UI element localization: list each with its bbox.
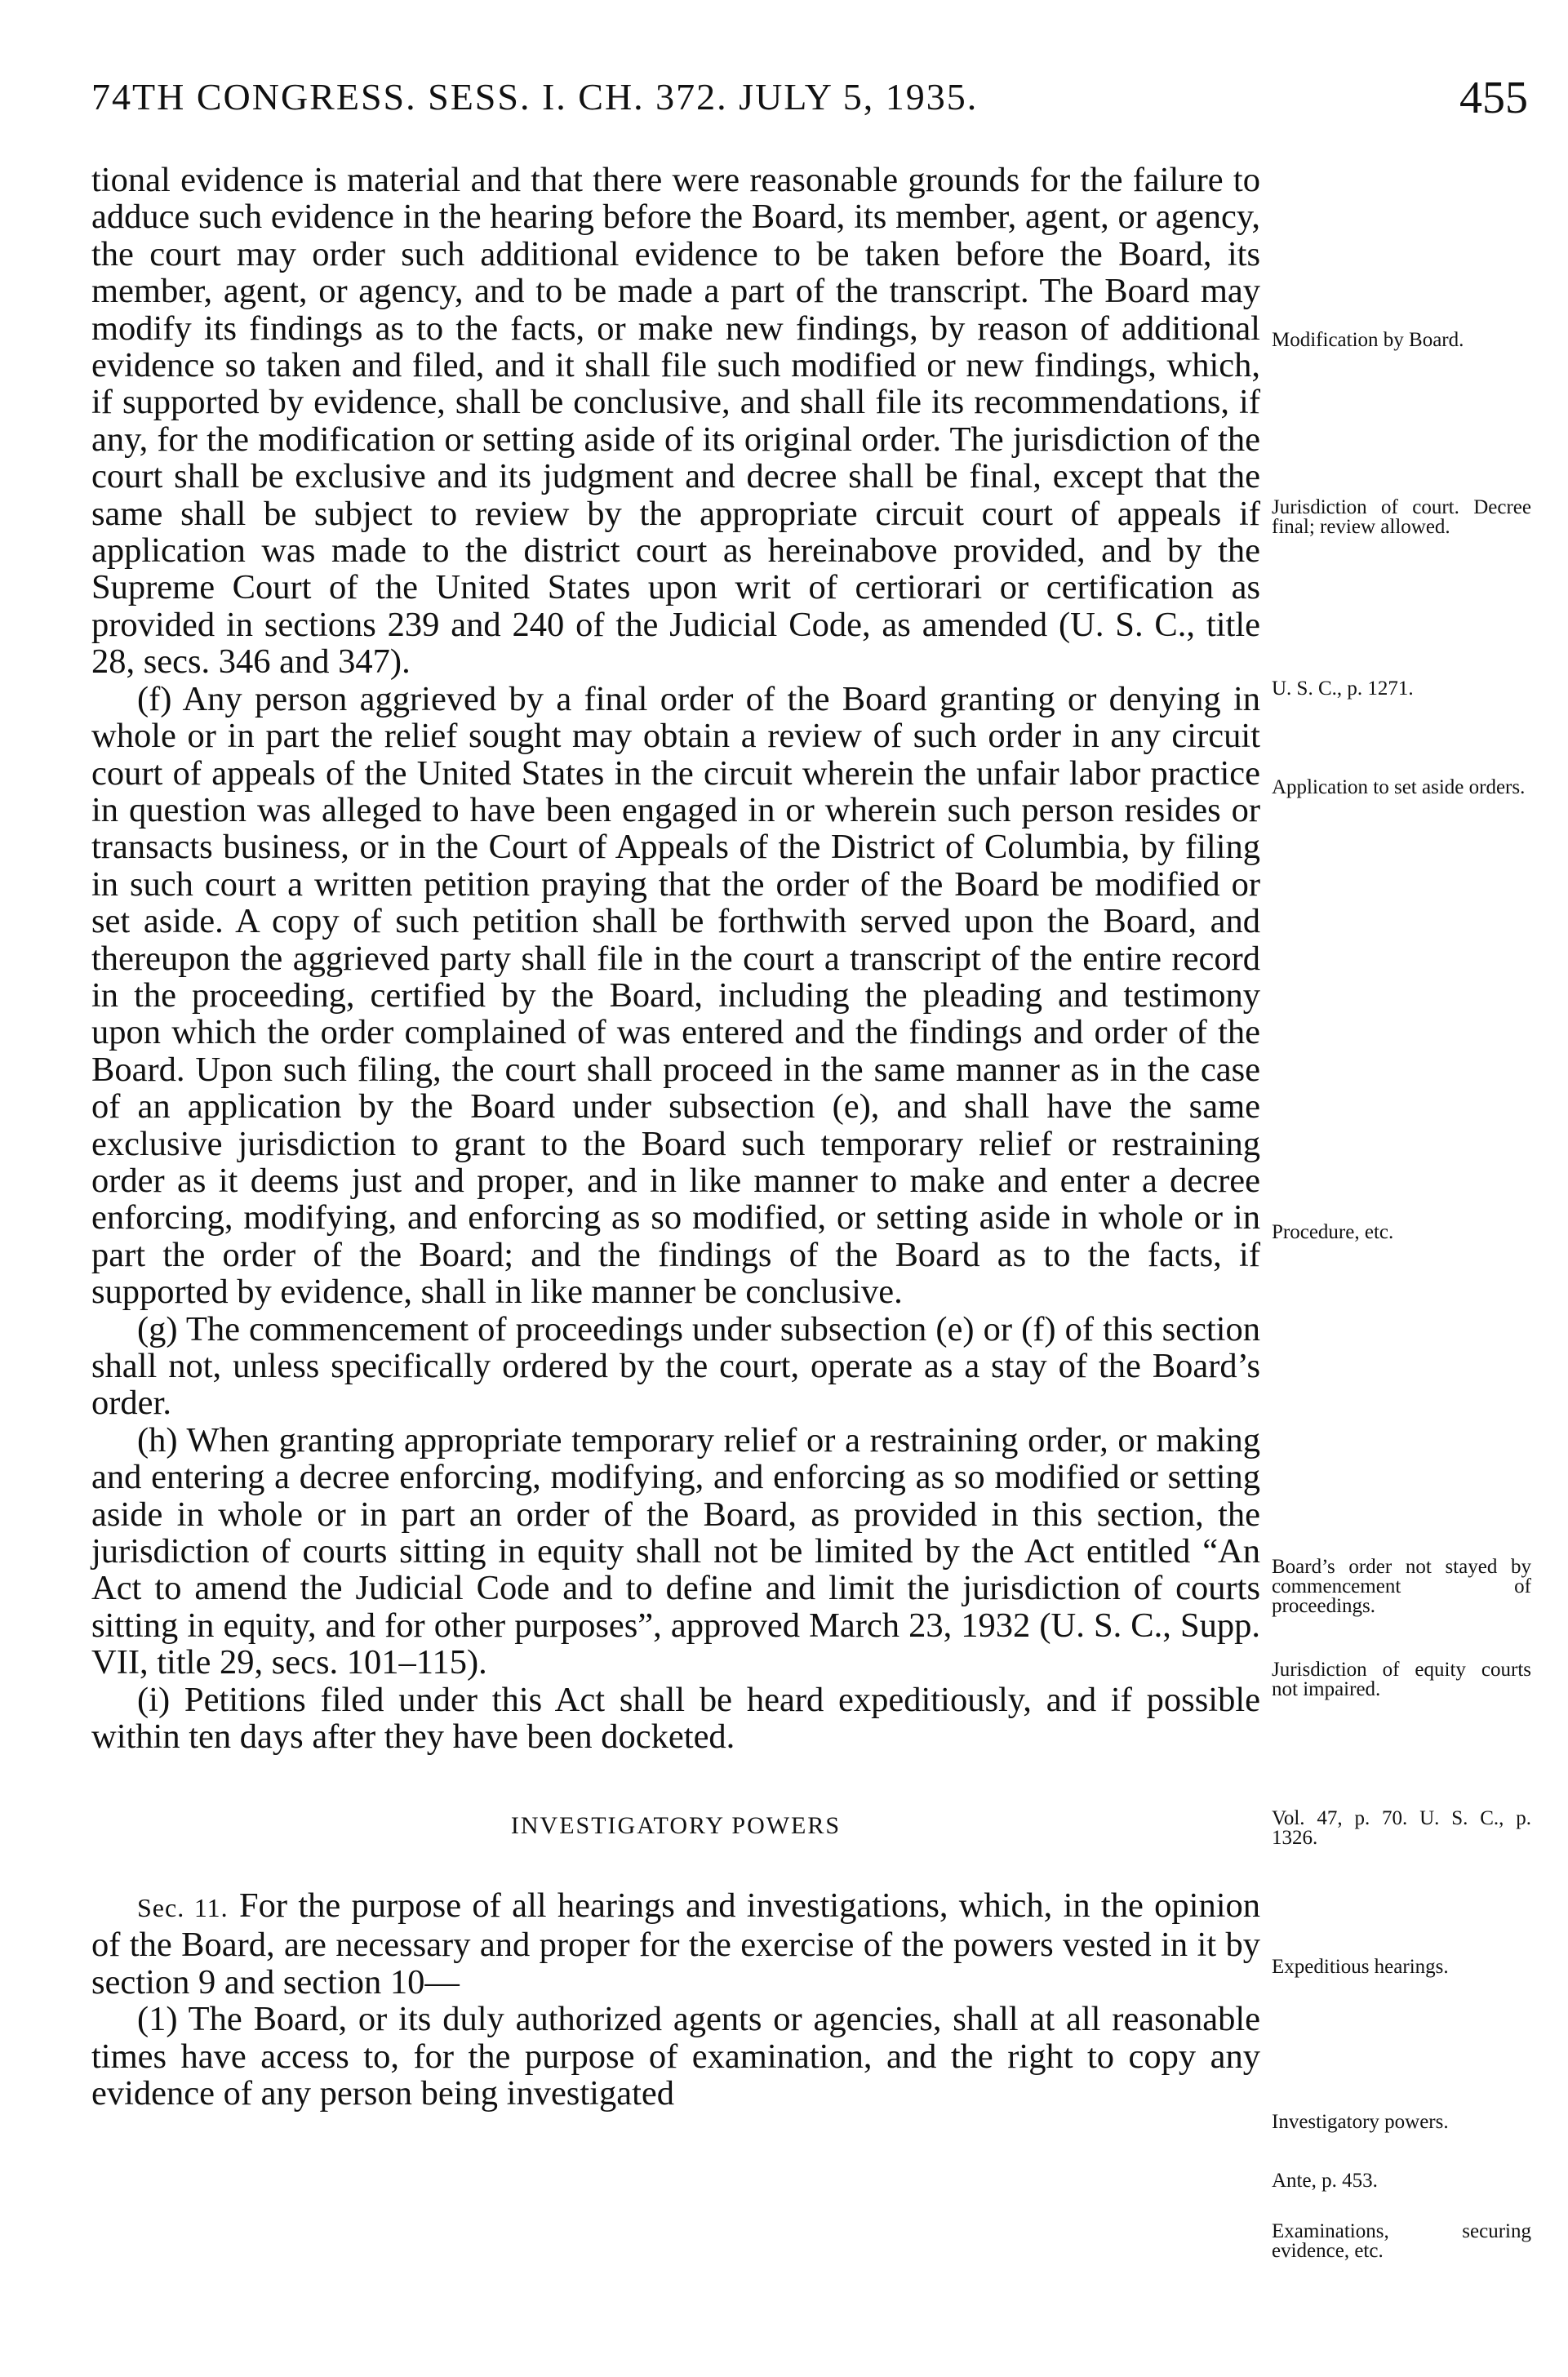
margin-note-application: Application to set aside orders.: [1272, 776, 1526, 798]
section-heading: INVESTIGATORY POWERS: [510, 1812, 842, 1840]
running-header: [91, 72, 1528, 137]
margin-note-expeditious: Expeditious hearings.: [1272, 1956, 1449, 1978]
margin-note-equity: Jurisdiction of equity courts not impaired.: [1272, 1659, 1531, 1700]
body-text: [91, 162, 1260, 2112]
margin-note-investigatory: Investigatory powers.: [1272, 2111, 1449, 2133]
paragraph-g: (g) The commencement of proceedings under subsection (e) or (f) of this section shall not, unless specifically ordered by the court, operate as a stay of the Board’s order.: [91, 1309, 1260, 1423]
paragraph-sec-11: [91, 1887, 1260, 2001]
margin-note-procedure: Procedure, etc.: [1272, 1221, 1394, 1243]
paragraph-f: (f) Any person aggrieved by a final order of the Board granting or denying in whole or in part the relief sought may obtain a review of such order in any circuit court of appeals of the United States in the circuit wherein the unfair labor practice in question was alleged to have been engaged in or wherein such person resides or transacts business, or in the Court of Appeals of the District of Columbia, by filing in such court a written petition praying that the order of the Board be modified or set aside. A copy of such petition shall be forthwith served upon the Board, and thereupon the aggrieved party shall file in the court a transcript of the entire record in the proceeding, certified by the Board, including the pleading and testimony upon which the order complained of was entered and the findings and order of the Board. Upon such filing, the court shall proceed in the same manner as in the case of an application by the Board under subsection (e), and shall have the same exclusive jurisdiction to grant to the Board such temporary relief or restraining order as it deems just and proper, and in like manner to make and enter a decree enforcing, modifying, and enforcing as so modified, or setting aside in whole or in part the order of the Board; and the findings of the Board as to the facts, if supported by evidence, shall in like manner be conclusive.: [91, 679, 1260, 1312]
paragraph-h: (h) When granting appropriate temporary relief or a restraining order, or making and entering a decree enforcing, modifying, and enforcing as so modified or setting aside in whole or in part an order of the Board, as provided in this section, the jurisdiction of courts sitting in equity shall not be limited by the Act entitled “An Act to amend the Judicial Code and to define and limit the jurisdiction of courts sitting in equity, and for other purposes”, approved March 23, 1932 (U. S. C., Supp. VII, title 29, secs. 101–115).: [91, 1420, 1260, 1682]
margin-note-modification: Modification by Board.: [1272, 329, 1464, 351]
margin-note-ante: Ante, p. 453.: [1272, 2170, 1378, 2192]
margin-note-usc-1271: U. S. C., p. 1271.: [1272, 678, 1414, 700]
page-number: 455: [1459, 73, 1528, 123]
section-label: Sec. 11.: [137, 1892, 229, 1922]
paragraph-continued: tional evidence is material and that there were reasonable grounds for the failure to adduce such evidence in the hearing before the Board, its member, agent, or agency, the court may order such additional evidence to be taken before the Board, its member, agent, or agency, and to be made a part of the transcript. The Board may modify its findings as to the facts, or make new findings, by reason of additional evidence so taken and filed, and it shall file such modified or new findings, which, if supported by evidence, shall be conclusive, and shall file its recommendations, if any, for the modification or setting aside of its original order. The jurisdiction of the court shall be exclusive and its judgment and decree shall be final, except that the same shall be subject to review by the appropriate circuit court of appeals if application was made to the district court as hereinabove provided, and by the Supreme Court of the United States upon writ of certiorari or certification as provided in sections 239 and 240 of the Judicial Code, as amended (U. S. C., title 28, secs. 346 and 347).: [91, 161, 1260, 682]
margin-note-board-order: Board’s order not stayed by commencement of proceedings.: [1272, 1556, 1531, 1617]
section-11-text: For the purpose of all hearings and investigations, which, in the opinion of the Board, are necessary and proper for the exercise of the powers vested in it by section 9 and section 10—: [91, 1886, 1261, 2002]
header-title: 74TH CONGRESS. SESS. I. CH. 372. JULY 5, 1935.: [91, 76, 979, 118]
margin-note-jurisdiction: Jurisdiction of court. Decree final; review allowed.: [1272, 496, 1531, 538]
paragraph-i: (i) Petitions filed under this Act shall be heard expeditiously, and if possible within ten days after they have been docketed.: [91, 1680, 1260, 1757]
paragraph-1: (1) The Board, or its duly authorized agents or agencies, shall at all reasonable times have access to, for the purpose of examination, and the right to copy any evidence of any person being investigated: [91, 2000, 1260, 2113]
margin-note-examinations: Examinations, securing evidence, etc.: [1272, 2220, 1531, 2262]
margin-note-vol-47: Vol. 47, p. 70. U. S. C., p. 1326.: [1272, 1807, 1531, 1849]
